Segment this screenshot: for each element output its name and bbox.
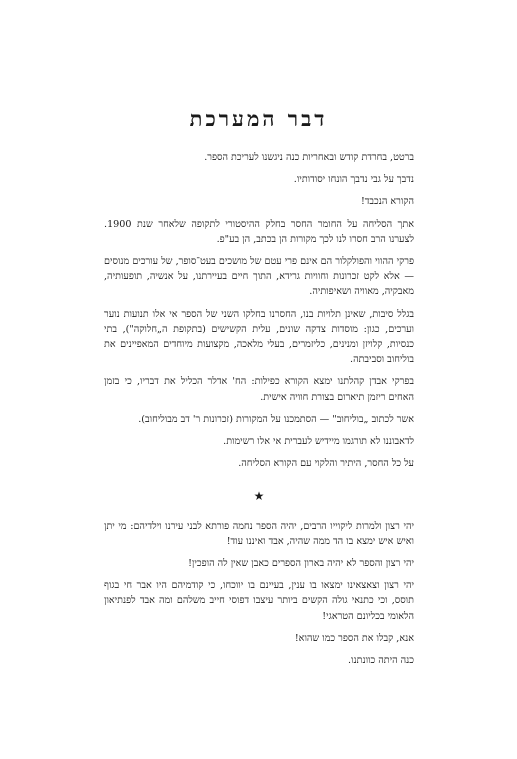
paragraph: על כל החסר, היתיר והלקוי עם הקורא הסליחה. <box>238 458 414 470</box>
paragraph: אנא, קבלו את הספר כמו שהוא! <box>294 632 414 644</box>
paragraph: יהי רצון והספר לא יהיה בארון הספרים כאבן שאין לה הופכין! <box>188 558 414 570</box>
paragraph: אשר לכתוב „בוליחוב" — הסתמכנו על המקורות (זכרונות ר' דב מבוליחוב). <box>138 413 414 425</box>
closing-section <box>104 519 414 669</box>
paragraph: כנה היתה כוונתנו. <box>347 655 414 667</box>
paragraph: בפרקי אבדן קהלתנו ימצא הקורא כפילות: הח' אדלר הכליל את דבריו, כי בזמן האחים ריזמן תיארום בצורת חוויה אישית. <box>104 376 414 403</box>
paragraph: ברטט, בחרדת קודש ובאחריות כנה ניגשנו לעריכת הספר. <box>204 152 414 163</box>
paragraph: אתך הסליחה על החומר החסר בחלק ההיסטורי לתקופה שלאחר שנת 1900. לצערנו הרב חסרו לנו לכך מקורות הן בכתב, הן בע"פ. <box>104 218 414 245</box>
editorial-body <box>104 150 414 668</box>
paragraph: לדאבוננו לא תורגמו מיידיש לעברית אי אלו רשימות. <box>223 436 414 448</box>
star-separator-icon: ★ <box>253 489 265 504</box>
page-title: דבר המערכת <box>189 106 328 131</box>
paragraph: בגלל סיבות, שאינן תלויות בנו, החסרנו בחלקו השני של הספר אי אלו תנועות נוער וערכים, כגון: מוסדות צדקה שונים, עלית הקשישים (בתקופת ה„חלוקה"), בתי כנסיות, קלויזן ומנינים, כליזמרים, בעלי מלאכה, מקצועות מיוחדים המאפיינים את בוליחוב וסביבתה. <box>104 308 414 366</box>
paragraph: נדבך על גבי נדבך הונחו יסודותיו. <box>293 174 414 186</box>
paragraph: יהי רצון וצאצאינו ימצאו בו ענין, בעיינם בו יווכחו, כי קודמיהם היו אבר חי בגוף תוסס, וכי כתנאי גולה הקשים ביותר עיצבו דפוסי חייב משלהם ומה אבד לפנתיאון הלאומי בכליונם הטראגי! <box>104 580 414 622</box>
paragraph: יהי רצון ולמרות ליקוייו הרבים, יהיה הספר נחמה פורתא לבני עירנו וילדיהם: מי יתן ואיש איש ימצא בו הד ממה שהיה, אבד ואיננו עוד! <box>104 520 414 547</box>
paragraph: הקורא הנכבד! <box>360 196 414 208</box>
paragraph: פרקי ההווי והפולקלור הם אינם פרי עטם של מושכים בעט־סופר, של עורכים מנוסים — אלא לקט זכרונות וחוויות גרידא, התוך חיים בעיירתנו, על אנשיה, תופעותיה, מאבקיה, מאוויה ושאיפותיה. <box>104 256 414 298</box>
